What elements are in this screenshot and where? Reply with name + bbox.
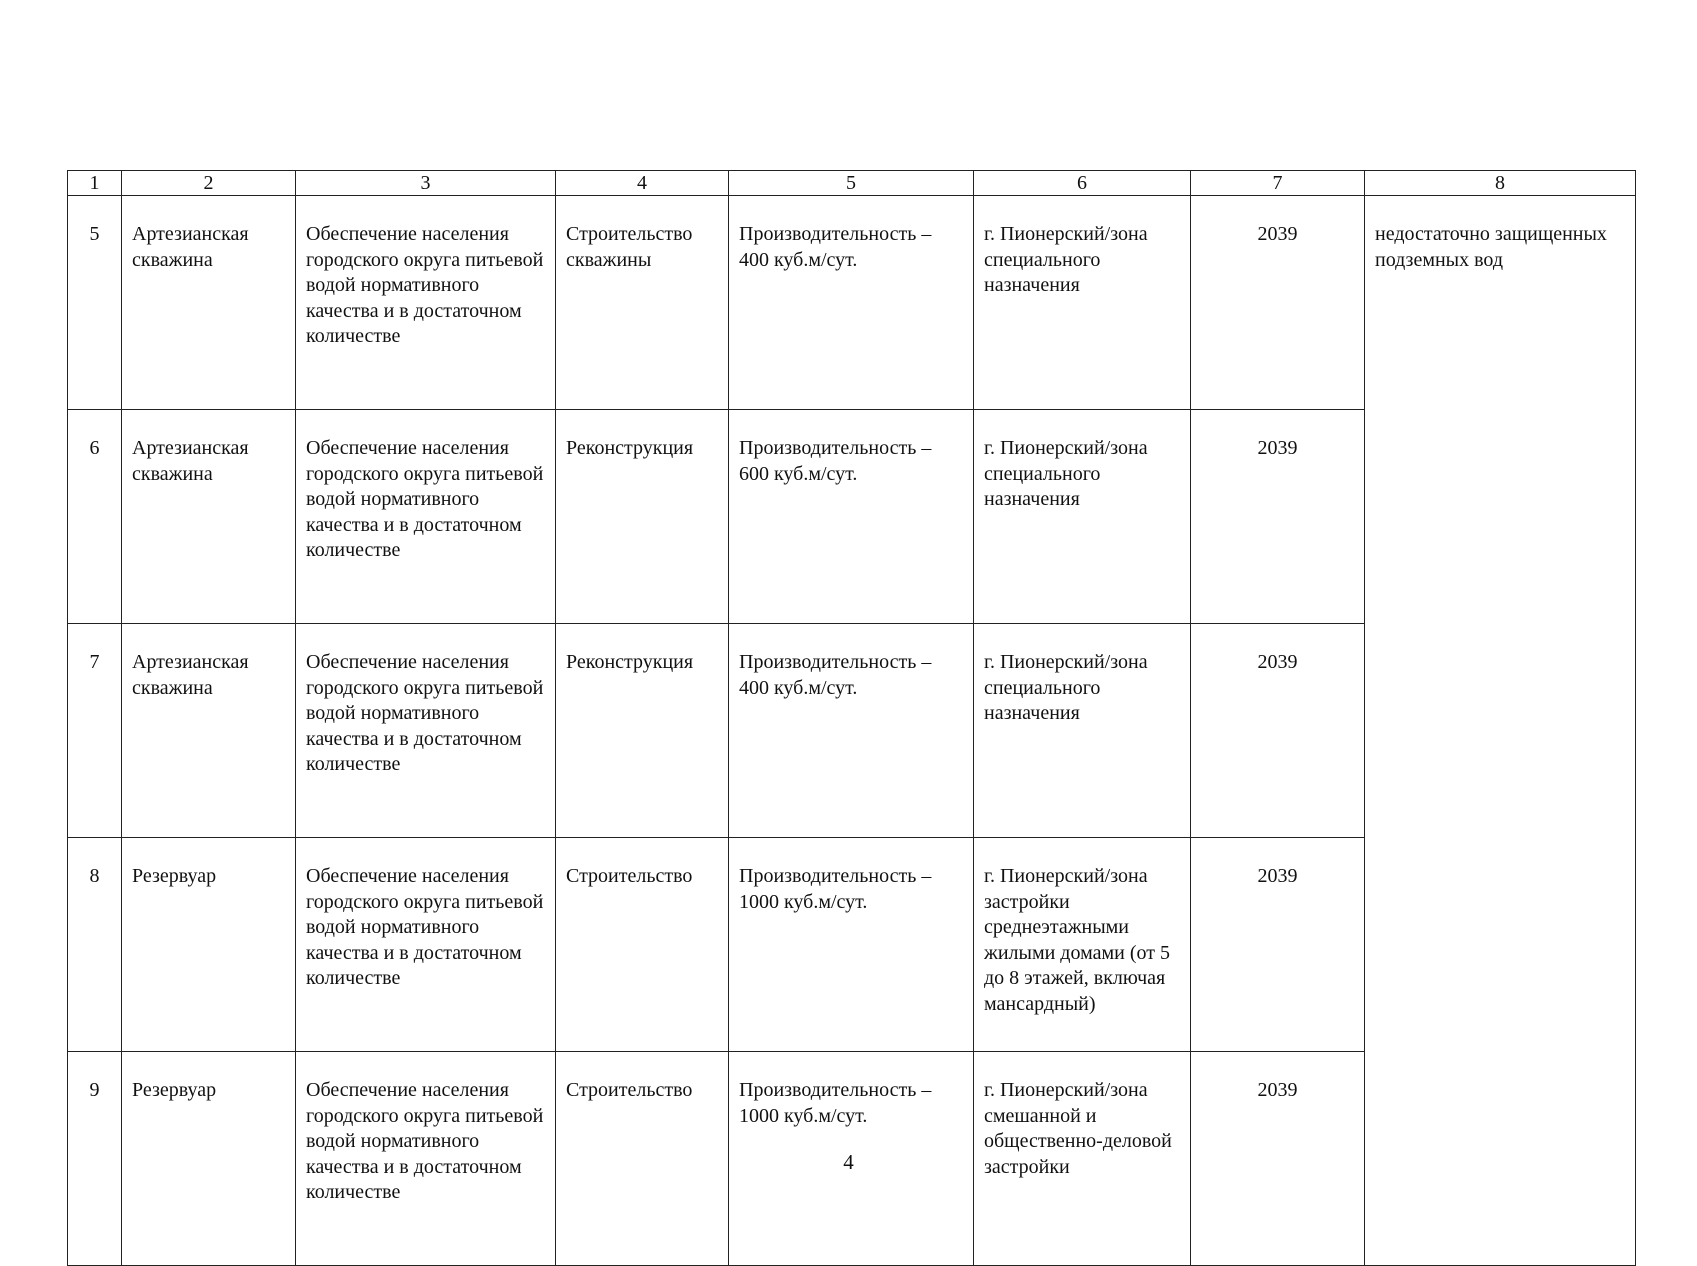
capacity: Производительность – 400 куб.м/сут. bbox=[729, 624, 974, 838]
capacity: Производительность – 600 куб.м/сут. bbox=[729, 410, 974, 624]
work-type: Строительство скважины bbox=[556, 196, 729, 410]
header-cell: 1 bbox=[68, 171, 122, 196]
objects-table bbox=[67, 170, 1636, 1266]
object-purpose: Обеспечение населения городского округа питьевой водой нормативного качества и в достаточном количестве bbox=[296, 1052, 556, 1266]
object-purpose: Обеспечение населения городского округа питьевой водой нормативного качества и в достаточном количестве bbox=[296, 624, 556, 838]
capacity: Производительность – 1000 куб.м/сут. bbox=[729, 1052, 974, 1266]
header-cell: 2 bbox=[122, 171, 296, 196]
year: 2039 bbox=[1191, 410, 1365, 624]
note-cell: недостаточно защищенных подземных вод bbox=[1365, 196, 1636, 1266]
row-number: 6 bbox=[68, 410, 122, 624]
object-purpose: Обеспечение населения городского округа питьевой водой нормативного качества и в достаточном количестве bbox=[296, 838, 556, 1052]
year: 2039 bbox=[1191, 624, 1365, 838]
work-type: Строительство bbox=[556, 1052, 729, 1266]
object-name: Резервуар bbox=[122, 1052, 296, 1266]
object-name: Артезианская скважина bbox=[122, 624, 296, 838]
location: г. Пионерский/зона специального назначения bbox=[974, 196, 1191, 410]
year: 2039 bbox=[1191, 1052, 1365, 1266]
row-number: 7 bbox=[68, 624, 122, 838]
object-purpose: Обеспечение населения городского округа питьевой водой нормативного качества и в достаточном количестве bbox=[296, 196, 556, 410]
table-row bbox=[68, 196, 1636, 410]
location: г. Пионерский/зона специального назначения bbox=[974, 624, 1191, 838]
header-cell: 7 bbox=[1191, 171, 1365, 196]
row-number: 5 bbox=[68, 196, 122, 410]
location: г. Пионерский/зона застройки среднеэтажными жилыми домами (от 5 до 8 этажей, включая мансардный) bbox=[974, 838, 1191, 1052]
capacity: Производительность – 1000 куб.м/сут. bbox=[729, 838, 974, 1052]
object-name: Артезианская скважина bbox=[122, 410, 296, 624]
row-number: 9 bbox=[68, 1052, 122, 1266]
year: 2039 bbox=[1191, 838, 1365, 1052]
work-type: Реконструкция bbox=[556, 410, 729, 624]
year: 2039 bbox=[1191, 196, 1365, 410]
capacity: Производительность – 400 куб.м/сут. bbox=[729, 196, 974, 410]
object-purpose: Обеспечение населения городского округа питьевой водой нормативного качества и в достаточном количестве bbox=[296, 410, 556, 624]
object-name: Артезианская скважина bbox=[122, 196, 296, 410]
location: г. Пионерский/зона специального назначения bbox=[974, 410, 1191, 624]
object-name: Резервуар bbox=[122, 838, 296, 1052]
page-number: 4 bbox=[843, 1150, 854, 1174]
header-cell: 6 bbox=[974, 171, 1191, 196]
header-row bbox=[68, 171, 1636, 196]
row-number: 8 bbox=[68, 838, 122, 1052]
work-type: Реконструкция bbox=[556, 624, 729, 838]
location: г. Пионерский/зона смешанной и общественно-деловой застройки bbox=[974, 1052, 1191, 1266]
work-type: Строительство bbox=[556, 838, 729, 1052]
header-cell: 4 bbox=[556, 171, 729, 196]
header-cell: 5 bbox=[729, 171, 974, 196]
header-cell: 3 bbox=[296, 171, 556, 196]
header-cell: 8 bbox=[1365, 171, 1636, 196]
